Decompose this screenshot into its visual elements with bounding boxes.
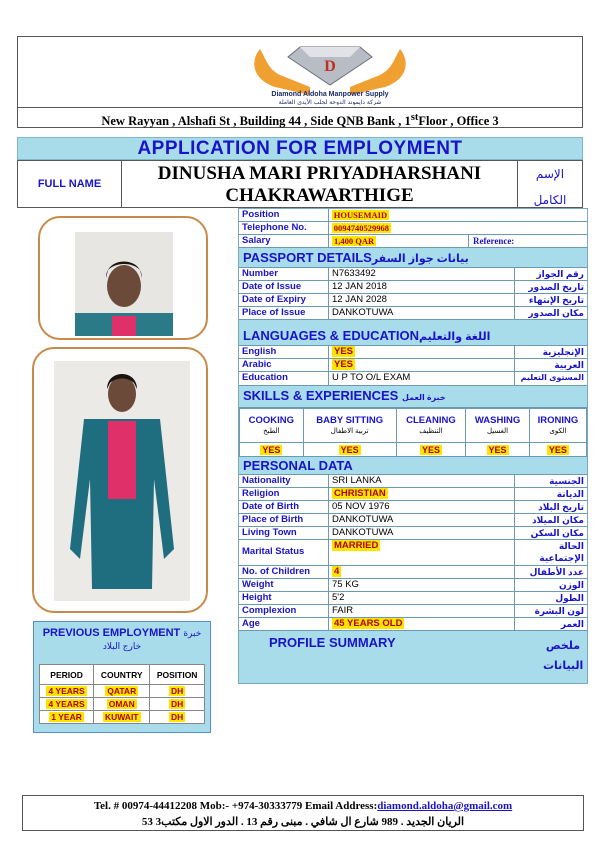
details-panel: [238, 208, 588, 684]
personal-section-title: PERSONAL DATA: [239, 457, 587, 475]
personal-row: Height 5'2 الطول: [239, 592, 587, 605]
portrait-photo: [38, 216, 208, 340]
position-row: Position HOUSEMAID: [239, 209, 587, 222]
telephone-value: 0094740529968: [333, 223, 389, 233]
skill-washing: WASHING الغسيل: [466, 409, 530, 443]
telephone-row: Telephone No. 0094740529968: [239, 222, 587, 235]
skills-table: COOKING الطبخ BABY SITTING تربية الاطفال CLEANING التنظيف WASHING الغسيل IRONING الكوى YES YES YES YES YES: [239, 408, 587, 457]
personal-row: Living Town DANKOTUWA مكان السكن: [239, 527, 587, 540]
language-row: Arabic YES العربية: [239, 359, 587, 372]
prev-header-period: PERIOD: [40, 665, 94, 685]
personal-row: Marital Status MARRIED الحالة الإجتماعية: [239, 540, 587, 566]
profile-summary-title-ar: ملخص البيانات: [543, 640, 584, 672]
passport-row: Number N7633492 رقم الجواز: [239, 268, 587, 281]
education-row: Education U P TO O/L EXAM المستوى التعليم: [239, 372, 587, 386]
profile-summary: [239, 631, 587, 683]
reference-label: Reference:: [473, 236, 515, 246]
personal-row: No. of Children 4 عدد الأطفال: [239, 566, 587, 579]
passport-row: Date of Expiry 12 JAN 2028 تاريخ الإنتهاء: [239, 294, 587, 307]
full-name-value: DINUSHA MARI PRIYADHARSHANI CHAKRAWARTHIGE: [122, 161, 518, 207]
position-value: HOUSEMAID: [333, 210, 388, 220]
footer-contact: [22, 795, 584, 831]
footer-contact-text: Tel. # 00974-44412208 Mob:- +974-30333779 Email Address:: [93, 800, 378, 812]
passport-section-title: PASSPORT DETAILSبيانات جواز السفر: [239, 248, 587, 268]
table-row: 4 YEARS OMAN DH: [40, 698, 205, 711]
company-header: [17, 36, 583, 128]
svg-text:D: D: [324, 58, 336, 75]
company-name-ar: شركة دايموند الدوحة لجلب الأيدي العاملة: [278, 99, 382, 105]
full-name-row: [17, 160, 583, 208]
previous-employment-title-ar: خبرة خارج البلاد: [102, 628, 202, 651]
language-row: English YES الإنجليزية: [239, 346, 587, 359]
prev-header-position: POSITION: [150, 665, 205, 685]
passport-row: Place of Issue DANKOTUWA مكان الصدور: [239, 307, 587, 320]
page-title: APPLICATION FOR EMPLOYMENT: [17, 137, 583, 160]
table-row: 4 YEARS QATAR DH: [40, 685, 205, 698]
company-name-en: Diamond Aldoha Manpower Supply: [271, 91, 389, 98]
footer-email-link[interactable]: diamond.aldoha@gmail.com: [377, 800, 513, 812]
previous-employment-title: PREVIOUS EMPLOYMENT خبرة خارج البلاد: [42, 627, 202, 651]
personal-row: Nationality SRI LANKA الجنسية: [239, 475, 587, 488]
prev-header-country: COUNTRY: [94, 665, 150, 685]
full-body-photo: [32, 347, 208, 613]
skill-cooking: COOKING الطبخ: [240, 409, 304, 443]
previous-employment-table: [39, 664, 205, 724]
personal-row: Religion CHRISTIAN الديانة: [239, 488, 587, 501]
company-address: New Rayyan , Alshafi St , Building 44 , Side QNB Bank , 1stFloor , Office 3: [18, 107, 582, 128]
personal-row: Weight 75 KG الوزن: [239, 579, 587, 592]
table-row: 1 YEAR KUWAIT DH: [40, 711, 205, 724]
personal-row: Place of Birth DANKOTUWA مكان الميلاد: [239, 514, 587, 527]
salary-value: 1,400 QAR: [334, 236, 375, 246]
previous-employment-box: [33, 621, 211, 733]
company-logo: [230, 39, 430, 105]
personal-row: Date of Birth 05 NOV 1976 تاريخ البلاد: [239, 501, 587, 514]
profile-summary-title: PROFILE SUMMARY: [269, 635, 396, 650]
full-name-label-ar: الإسم الكامل: [533, 167, 567, 207]
personal-row: Age 45 YEARS OLD العمر: [239, 618, 587, 631]
full-name-label: FULL NAME: [18, 161, 122, 207]
personal-row: Complexion FAIR لون البشرة: [239, 605, 587, 618]
passport-row: Date of Issue 12 JAN 2018 تاريخ الصدور: [239, 281, 587, 294]
salary-row: Salary 1,400 QAR Reference:: [239, 235, 587, 248]
skill-cleaning: CLEANING التنظيف: [396, 409, 465, 443]
languages-section-title: LANGUAGES & EDUCATIONاللغة والتعليم: [239, 320, 587, 346]
skills-section-title: SKILLS & EXPERIENCES خبرة العمل: [239, 386, 587, 408]
footer-address-ar: 53 الريان الجديد . 989 شارع ال شافي . مبنى رقم 13 . الدور الاول مكتب3: [141, 816, 465, 828]
skill-baby-sitting: BABY SITTING تربية الاطفال: [303, 409, 396, 443]
skill-ironing: IRONING الكوى: [529, 409, 586, 443]
